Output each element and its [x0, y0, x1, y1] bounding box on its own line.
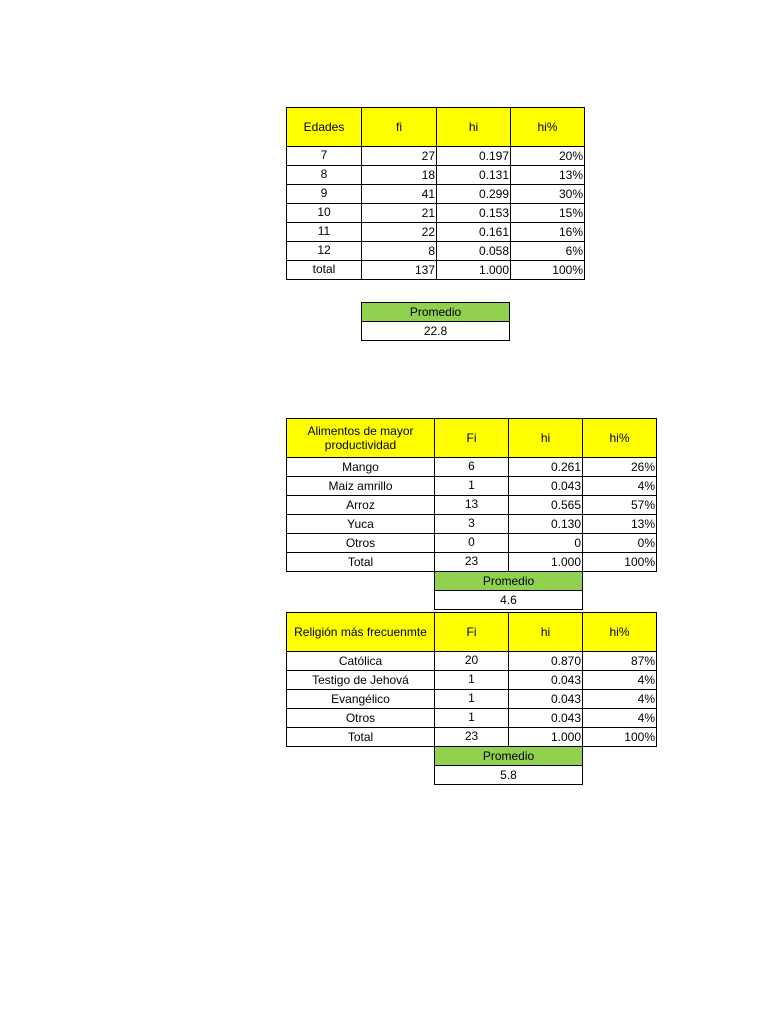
table-cell: 20%: [511, 147, 585, 166]
table-row: [287, 147, 585, 166]
table-cell: 1: [435, 477, 509, 496]
table-cell: Total: [287, 728, 435, 747]
table-cell: 0.870: [509, 652, 583, 671]
table-cell: 9: [287, 185, 362, 204]
promedio-label: Promedio: [362, 303, 510, 322]
blank-cell: [287, 591, 435, 610]
table-row: [287, 553, 657, 572]
table-row: [287, 261, 585, 280]
table-cell: 30%: [511, 185, 585, 204]
table-cell: 4%: [583, 709, 657, 728]
table-cell: 0.161: [437, 223, 511, 242]
table-cell: 27: [362, 147, 437, 166]
table-header-row: [287, 419, 657, 458]
table-cell: 26%: [583, 458, 657, 477]
header-cell: hi%: [583, 613, 657, 652]
table-cell: 41: [362, 185, 437, 204]
table-cell: 137: [362, 261, 437, 280]
table-cell: 0.130: [509, 515, 583, 534]
promedio-value-row: [287, 591, 657, 610]
table-header-row: [287, 108, 585, 147]
blank-cell: [583, 591, 657, 610]
blank-cell: [583, 747, 657, 766]
promedio-value: 22.8: [362, 322, 510, 341]
table-cell: 13%: [583, 515, 657, 534]
table-cell: 8: [362, 242, 437, 261]
table-cell: 3: [435, 515, 509, 534]
table-cell: Otros: [287, 709, 435, 728]
table-cell: 1: [435, 690, 509, 709]
promedio-value-row: [287, 766, 657, 785]
blank-cell: [287, 766, 435, 785]
table-cell: 4%: [583, 477, 657, 496]
table-row: [287, 496, 657, 515]
table-cell: Evangélico: [287, 690, 435, 709]
table-cell: 10: [287, 204, 362, 223]
table-cell: 0.058: [437, 242, 511, 261]
blank-cell: [583, 572, 657, 591]
table-cell: Testigo de Jehová: [287, 671, 435, 690]
table-cell: 21: [362, 204, 437, 223]
table-cell: 1.000: [509, 553, 583, 572]
table-cell: 7: [287, 147, 362, 166]
table-cell: Maiz amrillo: [287, 477, 435, 496]
religion-table: [286, 612, 657, 785]
table-cell: 0.299: [437, 185, 511, 204]
table-cell: 0.043: [509, 709, 583, 728]
table-cell: 100%: [583, 728, 657, 747]
table-cell: 1.000: [437, 261, 511, 280]
table-cell: 57%: [583, 496, 657, 515]
table-cell: 0.197: [437, 147, 511, 166]
table-row: [287, 728, 657, 747]
table-row: [287, 204, 585, 223]
alimentos-table: [286, 418, 657, 610]
table-cell: 0.565: [509, 496, 583, 515]
table-row: [287, 223, 585, 242]
table-cell: Total: [287, 553, 435, 572]
table-cell: 0: [509, 534, 583, 553]
table-header-row: [287, 613, 657, 652]
table-row: [287, 242, 585, 261]
table-cell: 0%: [583, 534, 657, 553]
table-cell: 0.043: [509, 671, 583, 690]
table-cell: 6%: [511, 242, 585, 261]
table-cell: 0.043: [509, 477, 583, 496]
table-cell: 0.261: [509, 458, 583, 477]
table-row: [287, 671, 657, 690]
header-cell: Fi: [435, 613, 509, 652]
header-cell: Fi: [435, 419, 509, 458]
table-cell: 100%: [583, 553, 657, 572]
table-cell: Mango: [287, 458, 435, 477]
promedio-row: [287, 747, 657, 766]
table-cell: 1.000: [509, 728, 583, 747]
promedio-value: 5.8: [435, 766, 583, 785]
table-cell: 18: [362, 166, 437, 185]
table-cell: 8: [287, 166, 362, 185]
table-cell: 13: [435, 496, 509, 515]
table-cell: 4%: [583, 690, 657, 709]
table-cell: 22: [362, 223, 437, 242]
promedio-label: Promedio: [435, 747, 583, 766]
blank-cell: [583, 766, 657, 785]
table-cell: 0: [435, 534, 509, 553]
header-cell: fi: [362, 108, 437, 147]
blank-cell: [287, 747, 435, 766]
table-cell: 23: [435, 728, 509, 747]
table-cell: 100%: [511, 261, 585, 280]
header-cell: Religión más frecuenmte: [287, 613, 435, 652]
header-cell: hi%: [511, 108, 585, 147]
table-cell: 0.131: [437, 166, 511, 185]
promedio-row: [287, 572, 657, 591]
table-cell: 0.153: [437, 204, 511, 223]
edades-table: [286, 107, 585, 280]
table-cell: 4%: [583, 671, 657, 690]
table-row: [287, 534, 657, 553]
promedio-label: Promedio: [435, 572, 583, 591]
header-cell: hi: [509, 613, 583, 652]
blank-cell: [287, 572, 435, 591]
table-row: [287, 166, 585, 185]
table-cell: 12: [287, 242, 362, 261]
table-cell: 13%: [511, 166, 585, 185]
table-row: [287, 185, 585, 204]
table-cell: 1: [435, 671, 509, 690]
table-cell: 20: [435, 652, 509, 671]
table-cell: 6: [435, 458, 509, 477]
table-row: [287, 458, 657, 477]
header-cell: hi: [437, 108, 511, 147]
table-cell: 1: [435, 709, 509, 728]
promedio-value: 4.6: [435, 591, 583, 610]
table-cell: Otros: [287, 534, 435, 553]
table-row: [287, 690, 657, 709]
table-cell: 15%: [511, 204, 585, 223]
table-row: [287, 477, 657, 496]
table-cell: 16%: [511, 223, 585, 242]
header-cell: Edades: [287, 108, 362, 147]
table-cell: 11: [287, 223, 362, 242]
table-cell: Arroz: [287, 496, 435, 515]
header-cell: Alimentos de mayor productividad: [287, 419, 435, 458]
table-row: [287, 652, 657, 671]
header-cell: hi%: [583, 419, 657, 458]
table-row: [287, 515, 657, 534]
table-cell: Católica: [287, 652, 435, 671]
table-cell: 23: [435, 553, 509, 572]
table-cell: total: [287, 261, 362, 280]
table-cell: Yuca: [287, 515, 435, 534]
header-cell: hi: [509, 419, 583, 458]
table-row: [287, 709, 657, 728]
edades-promedio-box: [361, 302, 510, 341]
table-cell: 87%: [583, 652, 657, 671]
table-cell: 0.043: [509, 690, 583, 709]
